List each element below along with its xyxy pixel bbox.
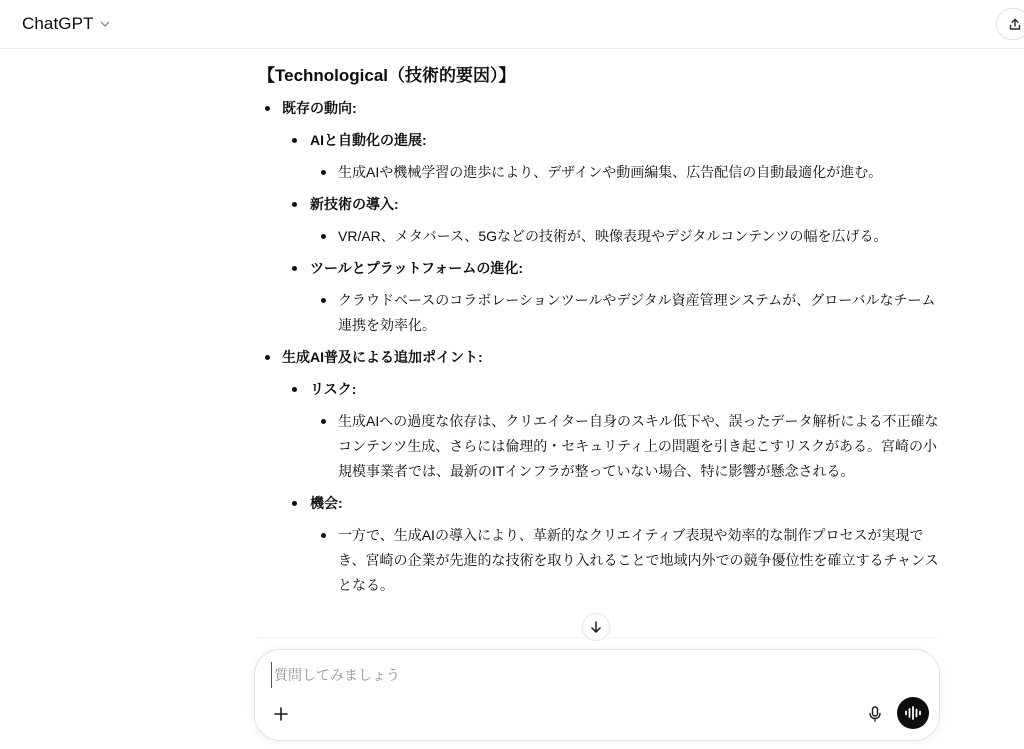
nested-list [310, 224, 942, 249]
list-item [310, 288, 942, 338]
list-item-text: 一方で、生成AIの導入により、革新的なクリエイティブ表現や効率的な制作プロセスが実現でき、宮崎の企業が先進的な技術を取り入れることで地域内外での競争優位性を確立するチャンスとなる。 [338, 527, 939, 593]
voice-mode-icon [904, 706, 922, 720]
attach-button[interactable] [271, 704, 291, 724]
bullet [321, 419, 326, 424]
list-item [282, 192, 942, 249]
list-item-label: 既存の動向: [282, 100, 357, 116]
bullet [292, 266, 297, 271]
nested-list [282, 377, 942, 598]
top-level-list [258, 96, 942, 598]
list-item [282, 256, 942, 338]
list-item-label: 機会: [310, 495, 343, 511]
list-item [310, 409, 942, 484]
microphone-icon [865, 704, 885, 724]
share-button[interactable] [996, 8, 1024, 40]
top-bar [0, 0, 1024, 49]
bullet [292, 387, 297, 392]
bullet [292, 501, 297, 506]
list-item-label: AIと自動化の進展: [310, 132, 427, 148]
list-item [282, 491, 942, 598]
nested-list [282, 128, 942, 338]
list-item-label: リスク: [310, 381, 357, 397]
nested-list [310, 160, 942, 185]
model-name: ChatGPT [22, 14, 94, 33]
dictate-button[interactable] [865, 704, 885, 724]
nested-list [310, 288, 942, 338]
prompt-input[interactable] [271, 662, 916, 688]
list-item-text: クラウドベースのコラボレーションツールやデジタル資産管理システムが、グローバルなチーム連携を効率化。 [338, 292, 936, 333]
arrow-down-icon [589, 620, 603, 634]
list-item-text: VR/AR、メタバース、5Gなどの技術が、映像表現やデジタルコンテンツの幅を広げる。 [338, 228, 888, 244]
section-heading: 【Technological（技術的要因）】 [258, 66, 516, 85]
bullet [292, 138, 297, 143]
assistant-message [258, 62, 942, 598]
chevron-down-icon [100, 19, 110, 29]
nested-list [310, 523, 942, 598]
list-item [258, 96, 942, 338]
list-item [310, 160, 942, 185]
list-item [258, 345, 942, 598]
scroll-to-bottom-button[interactable] [582, 613, 610, 641]
composer [254, 649, 940, 741]
bullet [321, 234, 326, 239]
bullet [321, 170, 326, 175]
bullet [321, 298, 326, 303]
bullet [265, 106, 270, 111]
list-item-text: 生成AIへの過度な依存は、クリエイター自身のスキル低下や、誤ったデータ解析による不正確なコンテンツ生成、さらには倫理的・セキュリティ上の問題を引き起こすリスクがある。宮崎の小規模事業者では、最新のITインフラが整っていない場合、特に影響が懸念される。 [338, 413, 939, 479]
list-item-label: 生成AI普及による追加ポイント: [282, 349, 483, 365]
plus-icon [271, 704, 291, 724]
list-item [282, 128, 942, 185]
model-selector-button[interactable] [14, 11, 118, 37]
bullet [321, 533, 326, 538]
nested-list [310, 409, 942, 484]
bullet [265, 355, 270, 360]
share-icon [1009, 18, 1021, 31]
list-item-label: ツールとプラットフォームの進化: [310, 260, 523, 276]
bullet [292, 202, 297, 207]
list-item [282, 377, 942, 484]
list-item-label: 新技術の導入: [310, 196, 399, 212]
voice-mode-button[interactable] [897, 697, 929, 729]
list-item [310, 523, 942, 598]
list-item-text: 生成AIや機械学習の進歩により、デザインや動画編集、広告配信の自動最適化が進む。 [338, 164, 883, 180]
list-item [310, 224, 942, 249]
